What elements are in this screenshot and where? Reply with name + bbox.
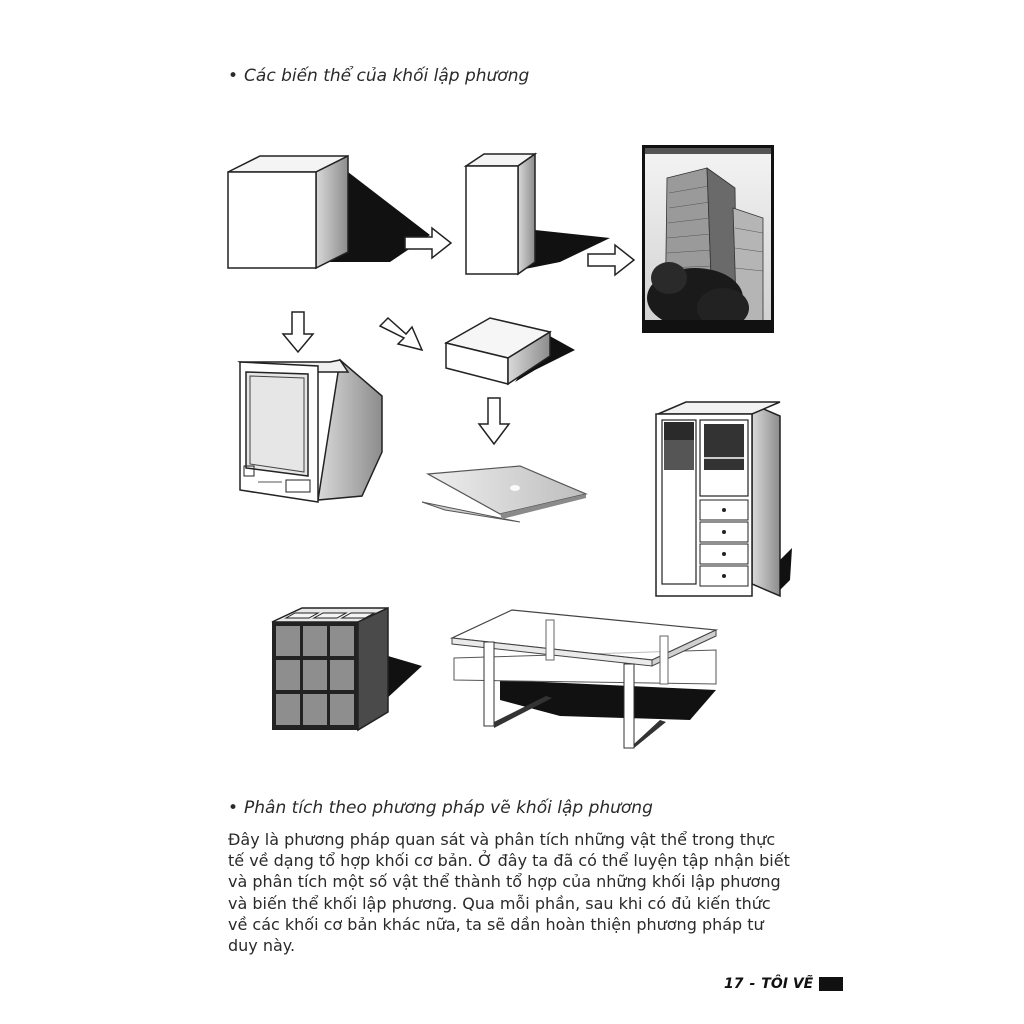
crt-tv-drawing	[240, 360, 382, 502]
flat-box-drawing	[446, 318, 575, 384]
arrow-down-icon	[479, 398, 509, 444]
bullet: •	[228, 798, 239, 818]
bullet: •	[228, 66, 239, 86]
page-number: 17	[724, 976, 744, 992]
cube-drawing	[228, 156, 430, 268]
heading-text: Các biến thể của khối lập phương	[244, 66, 530, 86]
glass-table-drawing	[452, 610, 716, 748]
body-paragraph: Đây là phương pháp quan sát và phân tích những vật thể trong thực tế về dạng tổ hợp khối cơ bản. Ở đây ta đã có thể luyện tập nhận biết và phân tích một số vật thể thành tổ hợp của những khối lập phương và biến thể khối lập phương. Qua mỗi phần, sau khi có đủ kiến thức về các khối cơ bản khác nữa, ta sẽ dần hoàn thiện phương pháp tư duy này.	[228, 830, 790, 956]
arrow-right-icon	[588, 245, 634, 275]
building-photo	[642, 145, 774, 333]
page-footer	[724, 976, 843, 992]
building-photo-drawing	[645, 148, 771, 330]
footer-block-mark	[819, 977, 843, 991]
footer-separator: -	[749, 976, 756, 992]
rubik-cube-drawing	[272, 608, 422, 730]
arrow-diagonal-icon	[380, 318, 422, 350]
section-heading-analysis	[228, 798, 653, 818]
book-title: TÔI VẼ	[761, 976, 814, 992]
laptop-drawing	[422, 466, 586, 522]
wardrobe-drawing	[656, 402, 792, 596]
arrow-down-icon	[283, 312, 313, 352]
heading-text: Phân tích theo phương pháp vẽ khối lập phương	[244, 798, 653, 818]
